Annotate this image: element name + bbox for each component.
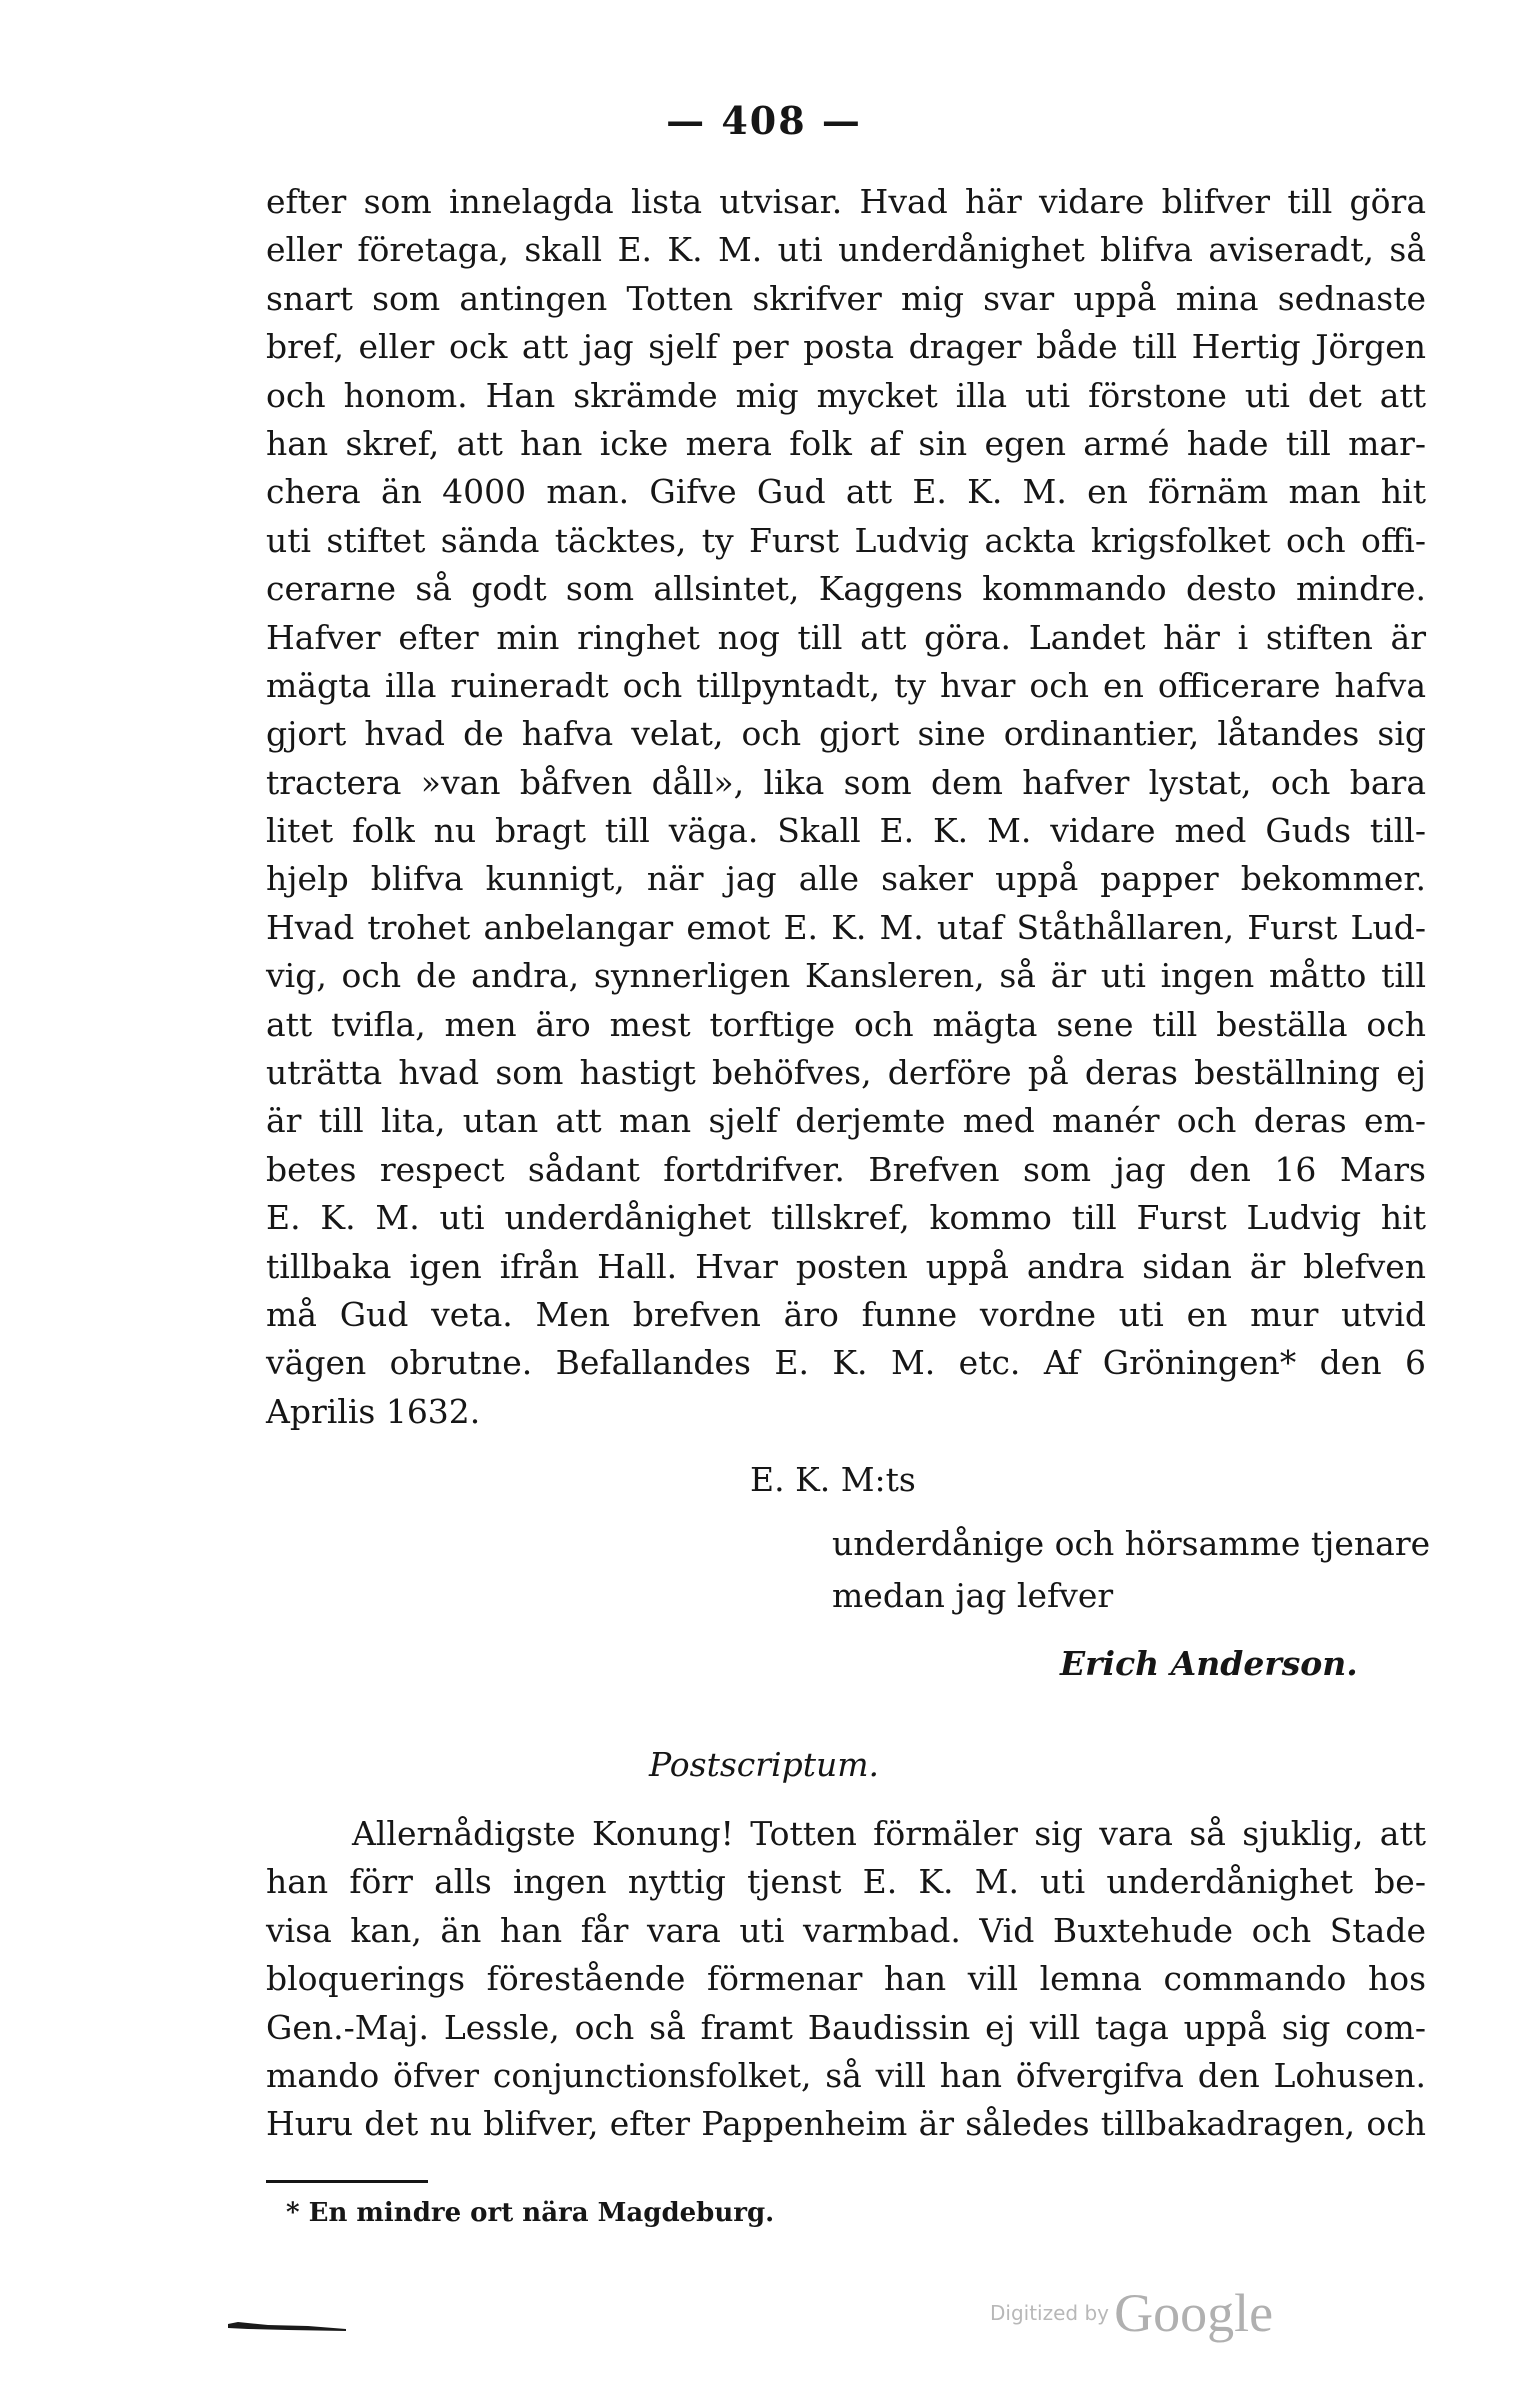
text-line: Huru det nu blifver, efter Pappenheim är således tillbakadragen, och (266, 2104, 1426, 2144)
footnote: * En mindre ort nära Magdeburg. (286, 2198, 775, 2228)
text-line: hjelp blifva kunnigt, när jag alle saker uppå papper bekommer. (266, 859, 1426, 899)
text-line: eller företaga, skall E. K. M. uti underdånighet blifva aviseradt, så (266, 230, 1426, 270)
text-line: bloquerings förestående förmenar han vill lemna commando hos (266, 1959, 1426, 1999)
text-line: och honom. Han skrämde mig mycket illa uti förstone uti det att (266, 375, 1426, 415)
text-line: Hafver efter min ringhet nog till att göra. Landet här i stiften är (266, 617, 1426, 657)
postscript-body (266, 1810, 1426, 2149)
text-line: tillbaka igen ifrån Hall. Hvar posten uppå andra sidan är blefven (266, 1246, 1426, 1286)
text-line: Aprilis 1632. (266, 1391, 481, 1431)
closing-signoff-line: medan jag lefver (832, 1576, 1114, 1615)
text-line: Allernådigste Konung! Totten förmäler sig vara så sjuklig, att (352, 1814, 1426, 1853)
text-line: litet folk nu bragt till väga. Skall E. K. M. vidare med Guds till- (266, 811, 1426, 851)
footnote-divider (266, 2180, 428, 2183)
text-line: betes respect sådant fortdrifver. Brefven som jag den 16 Mars (266, 1149, 1426, 1189)
text-line: Gen.-Maj. Lessle, och så framt Baudissin ej vill taga uppå sig com- (266, 2007, 1426, 2047)
closing-signoff-line: underdånige och hörsamme tjenare (832, 1524, 1431, 1563)
ink-smudge (228, 2320, 348, 2332)
text-line: bref, eller ock att jag sjelf per posta drager både till Hertig Jörgen (266, 327, 1426, 367)
postscript-heading: Postscriptum. (648, 1745, 880, 1784)
text-line: E. K. M. uti underdånighet tillskref, kommo till Furst Ludvig hit (266, 1198, 1426, 1238)
text-line: vägen obrutne. Befallandes E. K. M. etc. Af Gröningen* den 6 (266, 1343, 1426, 1383)
text-line: cerarne så godt som allsintet, Kaggens kommando desto mindre. (266, 569, 1426, 609)
text-line: är till lita, utan att man sjelf derjemte med manér och deras em- (266, 1101, 1426, 1141)
text-line: snart som antingen Totten skrifver mig svar uppå mina sednaste (266, 278, 1426, 318)
text-line: Hvad trohet anbelangar emot E. K. M. utaf Ståthållaren, Furst Lud- (266, 907, 1426, 947)
signature: Erich Anderson. (1060, 1644, 1358, 1683)
text-line: han förr alls ingen nyttig tjenst E. K. M. uti underdånighet be- (266, 1862, 1426, 1902)
digitizer-watermark (990, 2282, 1273, 2344)
text-line: chera än 4000 man. Gifve Gud att E. K. M. en förnäm man hit (266, 472, 1426, 512)
text-line: att tvifla, men äro mest torftige och mägta sene till beställa och (266, 1004, 1426, 1044)
text-line: mando öfver conjunctionsfolket, så vill han öfvergifva den Lohusen. (266, 2055, 1426, 2095)
text-line: uti stiftet sända täcktes, ty Furst Ludvig ackta krigsfolket och offi- (266, 520, 1426, 560)
text-line: må Gud veta. Men brefven äro funne vordne uti en mur utvid (266, 1294, 1426, 1334)
text-line: gjort hvad de hafva velat, och gjort sine ordinantier, låtandes sig (266, 714, 1426, 754)
text-line: mägta illa ruineradt och tillpyntadt, ty hvar och en officerare hafva (266, 665, 1426, 705)
digitizer-logo: Google (1114, 2283, 1274, 2343)
text-line: vig, och de andra, synnerligen Kansleren, så är uti ingen måtto till (266, 956, 1426, 996)
page-number: — 408 — (666, 98, 862, 143)
text-line: visa kan, än han får vara uti varmbad. Vid Buxtehude och Stade (266, 1910, 1426, 1950)
text-line: uträtta hvad som hastigt behöfves, derföre på deras beställning ej (266, 1053, 1426, 1093)
digitizer-prefix: Digitized by (990, 2301, 1109, 2325)
text-line: efter som innelagda lista utvisar. Hvad här vidare blifver till göra (266, 182, 1426, 221)
text-line: han skref, att han icke mera folk af sin egen armé hade till mar- (266, 423, 1426, 463)
closing-abbreviation: E. K. M:ts (750, 1460, 916, 1499)
text-line: tractera »van båfven dåll», lika som dem hafver lystat, och bara (266, 762, 1426, 802)
letter-body (266, 178, 1426, 1436)
